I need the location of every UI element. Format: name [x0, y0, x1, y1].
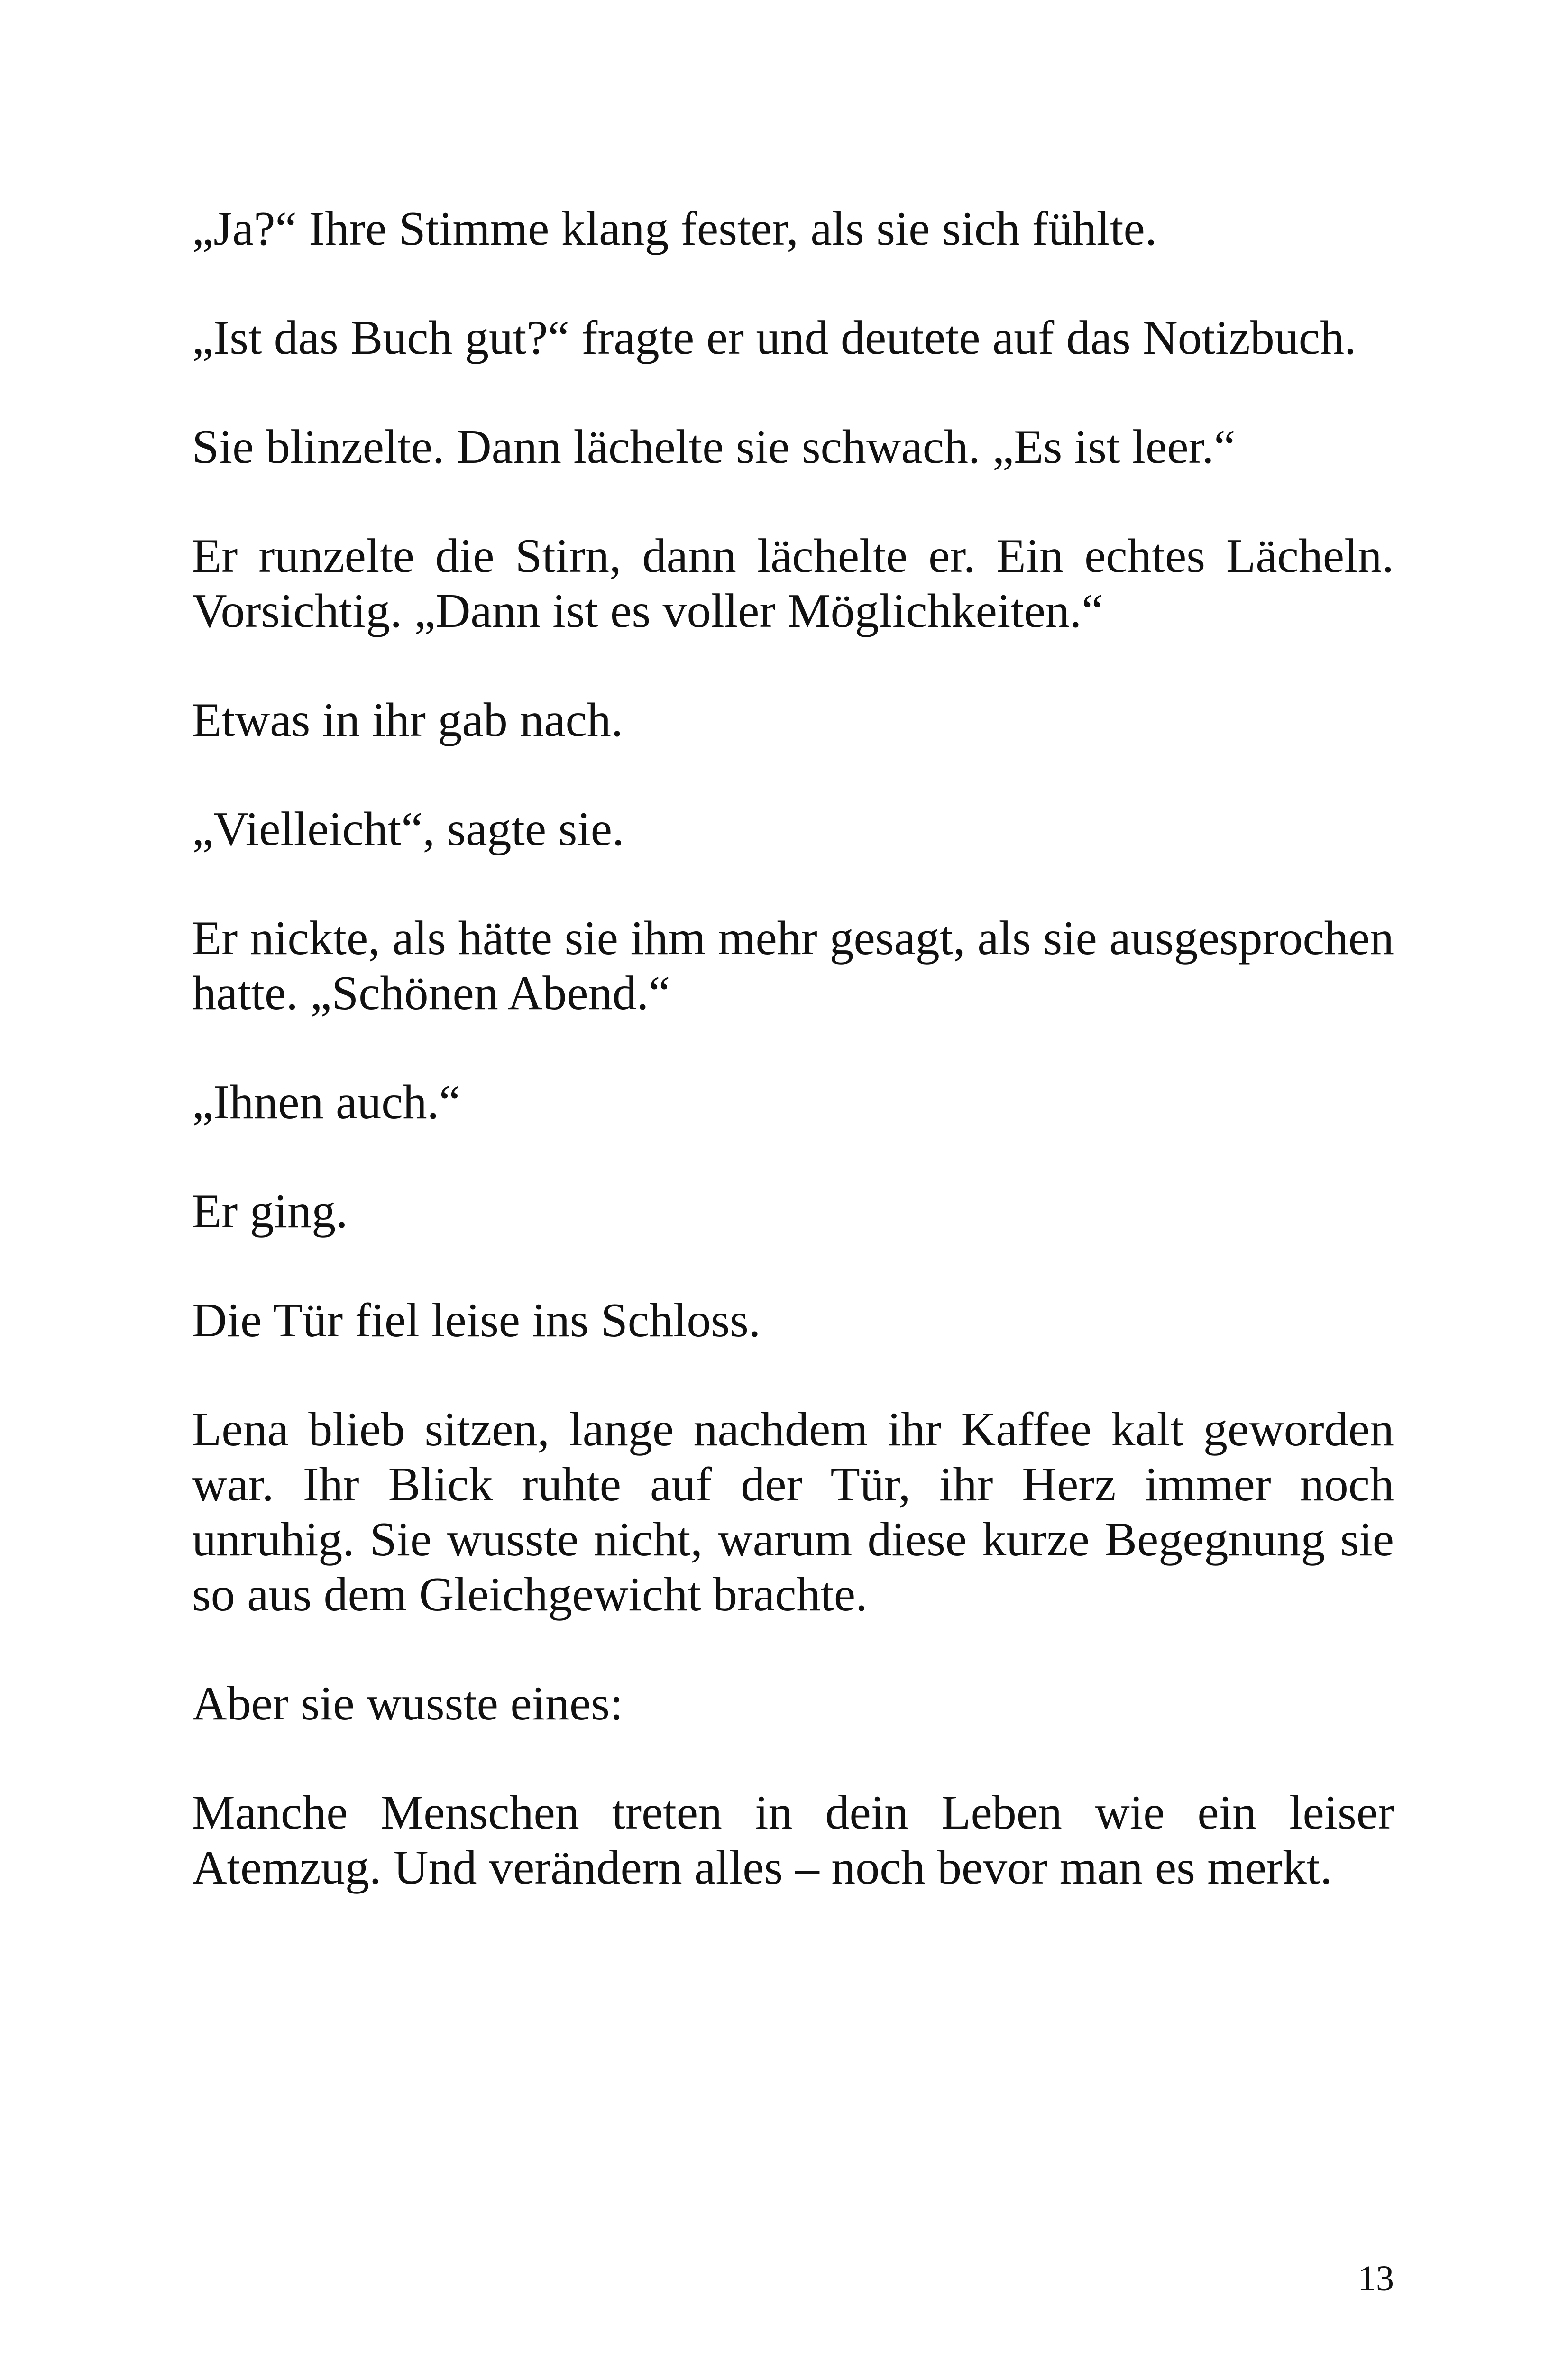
paragraph: Er nickte, als hätte sie ihm mehr gesagt, als sie ausgesprochen hatte. „Schönen Abend.“ [192, 911, 1394, 1020]
paragraph: „Ja?“ Ihre Stimme klang fester, als sie sich fühlte. [192, 202, 1157, 256]
paragraph: Er runzelte die Stirn, dann lächelte er. Ein echtes Lächeln. Vorsichtig. „Dann ist es voller Möglichkeiten.“ [192, 529, 1394, 638]
paragraph: Aber sie wusste eines: [192, 1677, 624, 1730]
page-number: 13 [1358, 2259, 1394, 2298]
paragraph: Etwas in ihr gab nach. [192, 693, 624, 747]
paragraph: „Ihnen auch.“ [192, 1075, 461, 1129]
paragraph: Manche Menschen treten in dein Leben wie ein leiser Atemzug. Und verändern alles – noch bevor man es merkt. [192, 1786, 1394, 1894]
page-body-text [192, 202, 1394, 1895]
paragraph: Die Tür fiel leise ins Schloss. [192, 1294, 761, 1347]
paragraph: Sie blinzelte. Dann lächelte sie schwach. „Es ist leer.“ [192, 420, 1236, 474]
paragraph: Lena blieb sitzen, lange nachdem ihr Kaffee kalt geworden war. Ihr Blick ruhte auf der Tür, ihr Herz immer noch unruhig. Sie wusste nicht, warum diese kurze Begegnung sie so aus dem Gleichgewicht brachte. [192, 1403, 1394, 1621]
paragraph: „Ist das Buch gut?“ fragte er und deutete auf das Notizbuch. [192, 311, 1357, 365]
paragraph: „Vielleicht“, sagte sie. [192, 802, 624, 856]
paragraph: Er ging. [192, 1185, 348, 1238]
